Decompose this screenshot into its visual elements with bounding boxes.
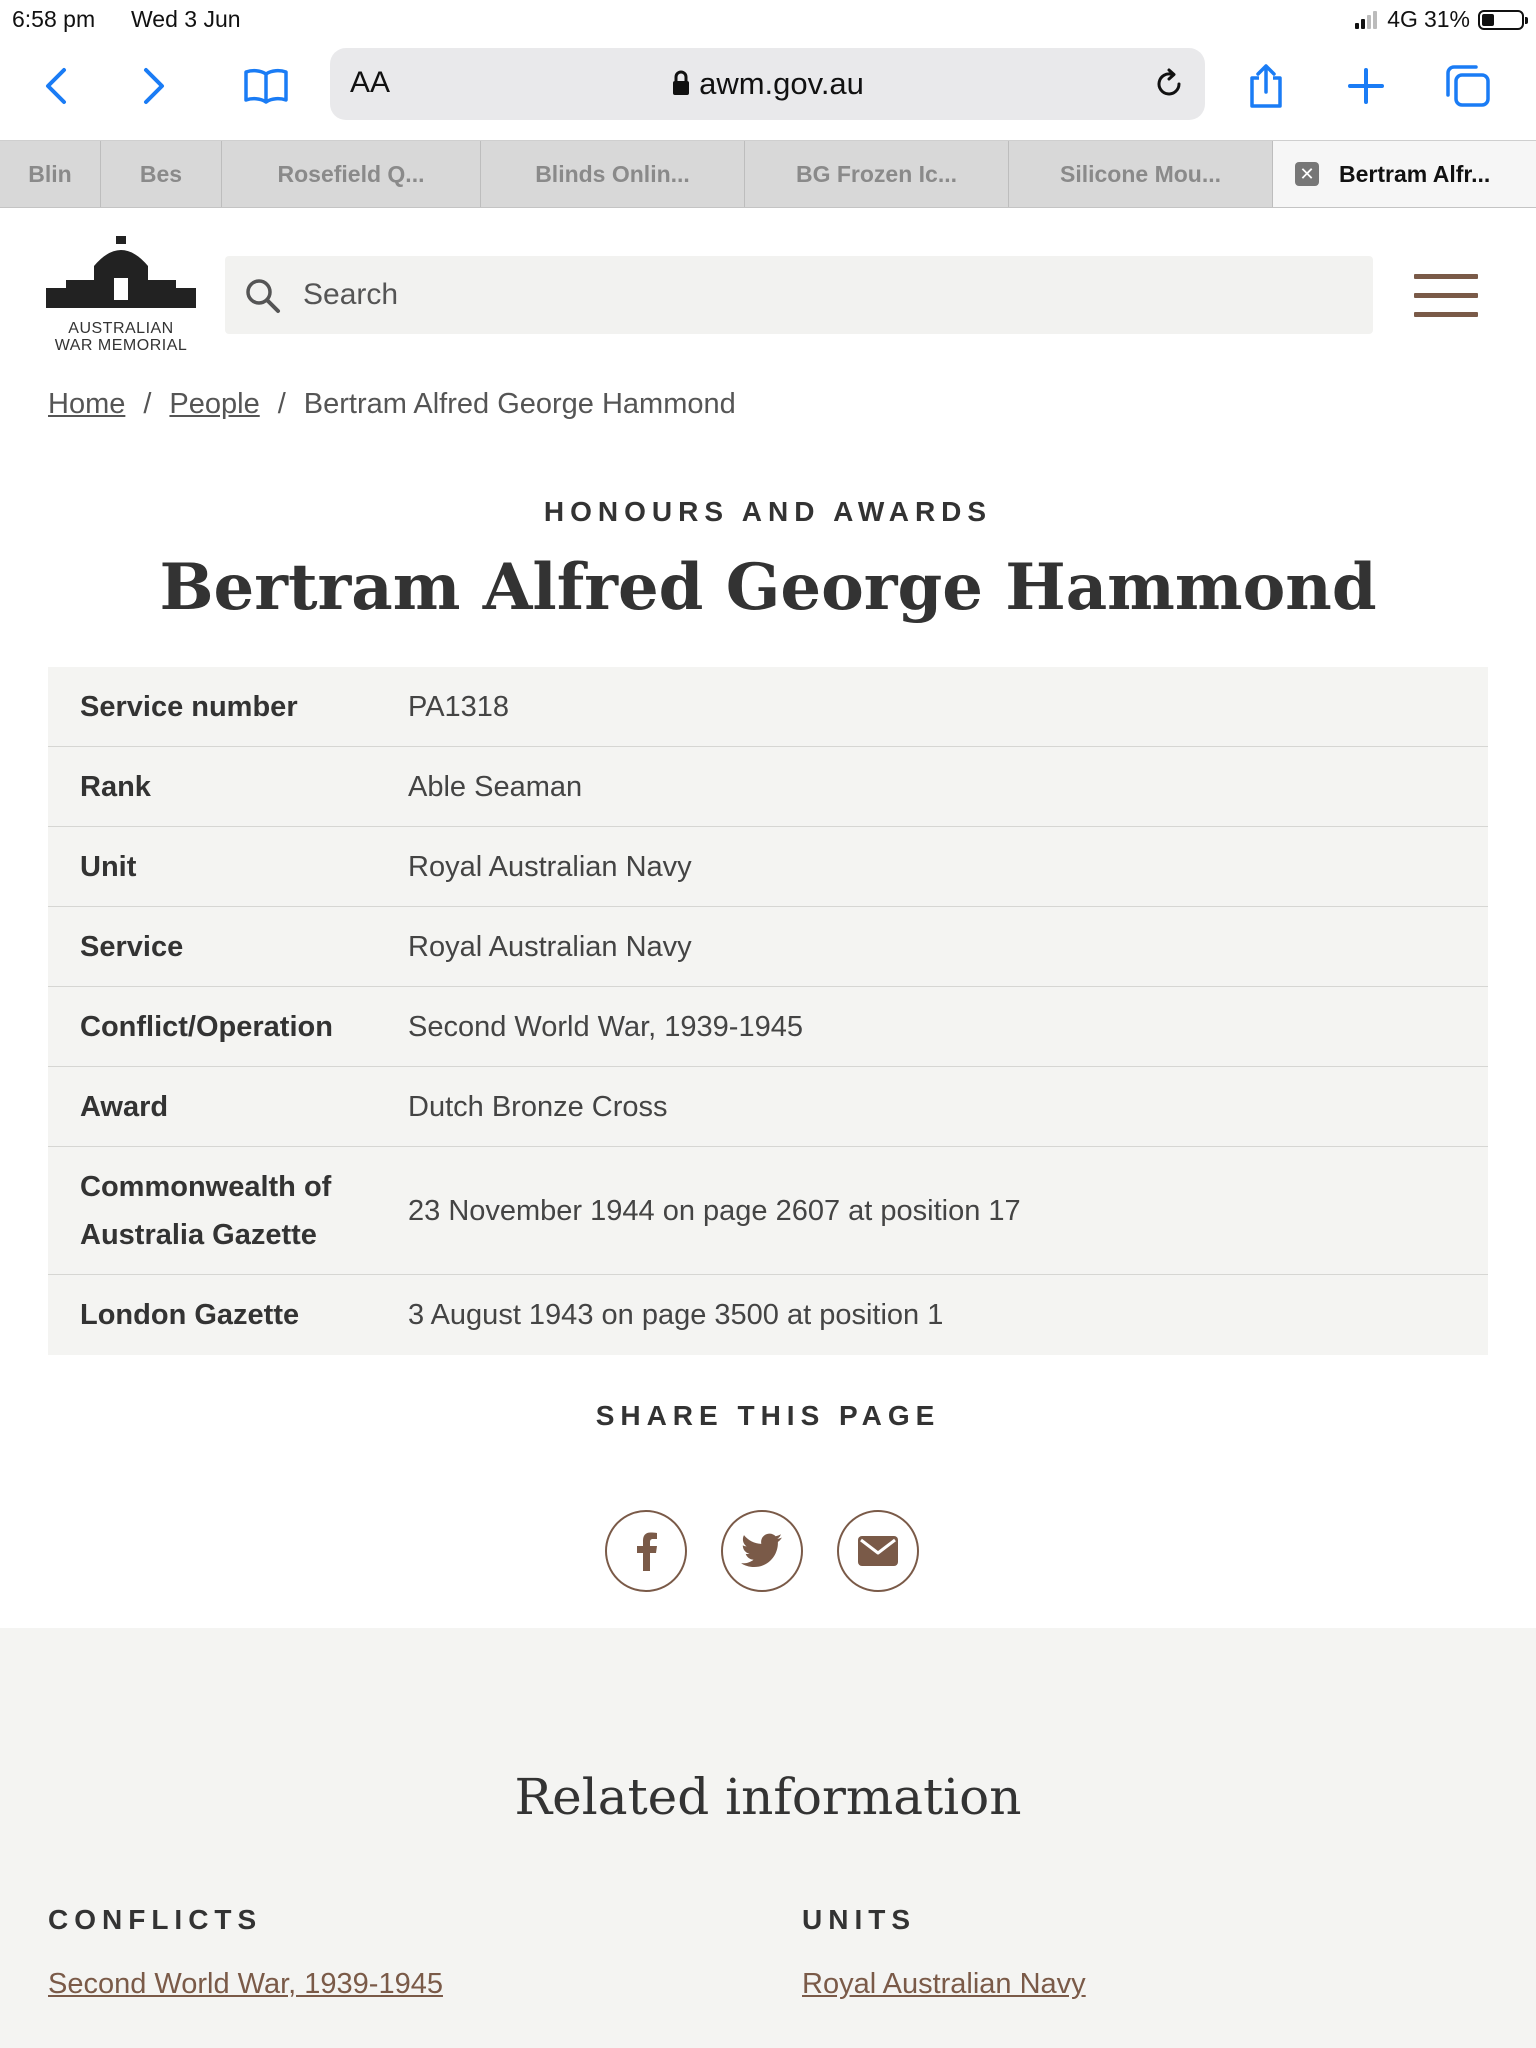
breadcrumb: Home / People / Bertram Alfred George Hammond xyxy=(48,388,736,420)
status-date: Wed 3 Jun xyxy=(131,6,241,32)
tab-strip xyxy=(0,140,1536,208)
browser-toolbar xyxy=(0,40,1536,140)
table-row: Award Dutch Bronze Cross xyxy=(48,1067,1488,1147)
conflicts-title: CONFLICTS xyxy=(48,1904,263,1935)
back-icon[interactable] xyxy=(26,58,86,114)
logo-line-1: AUSTRALIAN xyxy=(68,320,174,337)
tab-rosefield[interactable]: Rosefield Q... xyxy=(222,141,481,207)
search-input[interactable] xyxy=(301,270,1205,320)
lock-icon xyxy=(671,70,691,96)
tab-bertram[interactable]: ✕ Bertram Alfr... xyxy=(1273,141,1536,207)
tab-bes[interactable]: Bes xyxy=(101,141,222,207)
tab-silicone[interactable]: Silicone Mou... xyxy=(1009,141,1273,207)
status-right xyxy=(1355,6,1524,33)
email-icon[interactable] xyxy=(837,1510,919,1592)
logo-line-2: WAR MEMORIAL xyxy=(54,337,188,354)
breadcrumb-home[interactable]: Home xyxy=(48,388,126,420)
awm-logo[interactable] xyxy=(46,236,196,356)
breadcrumb-current: Bertram Alfred George Hammond xyxy=(303,388,736,420)
tab-bg-frozen[interactable]: BG Frozen Ic... xyxy=(745,141,1009,207)
table-row: Unit Royal Australian Navy xyxy=(48,827,1488,907)
network-label: 4G xyxy=(1387,6,1418,32)
details-table xyxy=(48,667,1488,1355)
battery-percent: 31% xyxy=(1423,6,1470,32)
section-eyebrow: HONOURS AND AWARDS xyxy=(543,496,993,527)
tab-blinds[interactable]: Blin xyxy=(0,141,101,207)
table-row: London Gazette 3 August 1943 on page 3500 at position 1 xyxy=(80,1299,944,1331)
hamburger-menu-icon[interactable] xyxy=(1414,274,1478,318)
address-bar[interactable] xyxy=(330,48,1205,120)
table-row: Conflict/Operation Second World War, 1939-1945 xyxy=(48,987,1488,1067)
units-title: UNITS xyxy=(802,1904,916,1935)
table-row: Commonwealth of Australia Gazette 23 November 1944 on page 2607 at position 17 xyxy=(48,1147,1488,1275)
conflict-link[interactable]: Second World War, 1939-1945 xyxy=(48,1968,443,2000)
twitter-icon[interactable] xyxy=(721,1510,803,1592)
share-heading: SHARE THIS PAGE xyxy=(595,1400,941,1431)
tabs-icon[interactable] xyxy=(1438,58,1498,114)
search-icon xyxy=(243,276,283,316)
table-row: Rank Able Seaman xyxy=(48,747,1488,827)
status-time: 6:58 pm xyxy=(12,6,96,32)
site-search[interactable] xyxy=(225,256,1373,334)
new-tab-icon[interactable] xyxy=(1336,58,1396,114)
related-heading: Related information xyxy=(514,1768,1022,1826)
related-information xyxy=(0,1628,1536,2048)
memorial-building-icon xyxy=(46,236,196,316)
unit-link[interactable]: Royal Australian Navy xyxy=(802,1968,1086,2000)
url-field[interactable]: awm.gov.au xyxy=(330,66,1205,102)
facebook-icon[interactable] xyxy=(605,1510,687,1592)
reload-icon[interactable] xyxy=(1147,62,1191,106)
share-icon[interactable] xyxy=(1236,58,1296,114)
table-row: Service Royal Australian Navy xyxy=(48,907,1488,987)
table-row: Service number PA1318 xyxy=(48,667,1488,747)
bookmarks-icon[interactable] xyxy=(236,58,296,114)
signal-icon xyxy=(1355,11,1377,29)
close-tab-icon[interactable]: ✕ xyxy=(1295,162,1319,186)
forward-icon[interactable] xyxy=(124,58,184,114)
share-buttons xyxy=(605,1510,919,1592)
tab-blinds-online[interactable]: Blinds Onlin... xyxy=(481,141,745,207)
battery-icon xyxy=(1478,10,1524,30)
text-size-button[interactable]: AA xyxy=(350,66,391,99)
breadcrumb-people[interactable]: People xyxy=(169,388,260,420)
page-title: Bertram Alfred George Hammond xyxy=(159,550,1377,625)
status-bar xyxy=(0,0,1536,40)
